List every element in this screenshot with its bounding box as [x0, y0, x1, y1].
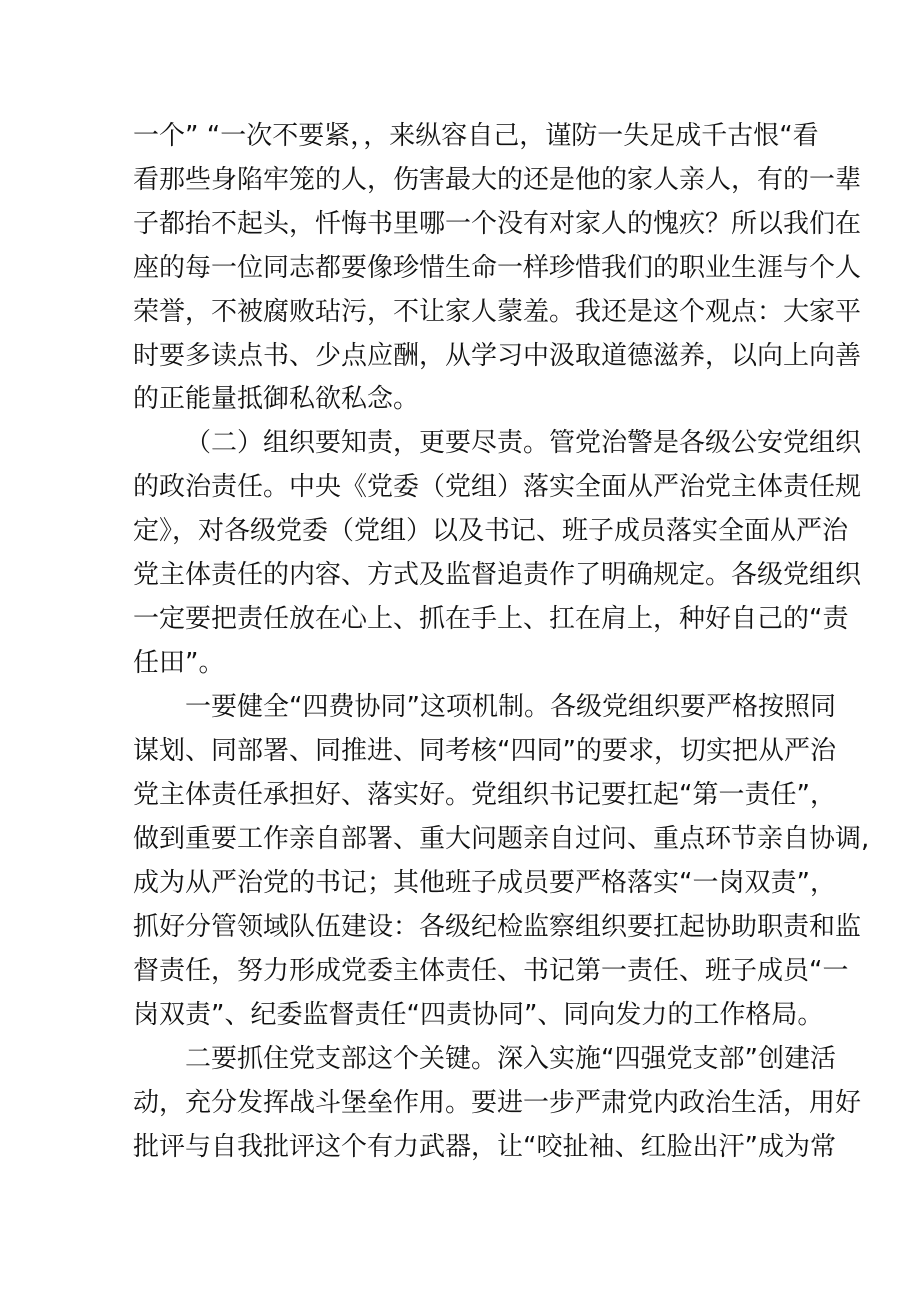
text-line: 做到重要工作亲自部署、重大问题亲自过问、重点环节亲自协调, [133, 824, 870, 854]
text-line: 成为从严治党的书记；其他班子成员要严格落实“一岗双责”， [133, 868, 836, 898]
text-line: 岗双责”、纪委监督责任“四责协同”、同向发力的工作格局。 [133, 1000, 824, 1030]
text-line: 一个” “一次不要紧，，来纵容自己，谨防一失足成千古恨“看 [133, 121, 819, 151]
text-line: 动，充分发挥战斗堡垒作用。要进一步严肃党内政治生活，用好 [133, 1088, 862, 1118]
text-line: 党主体责任承担好、落实好。党组织书记要扛起“第一责任”， [133, 780, 836, 810]
text-line: 党主体责任的内容、方式及监督追责作了明确规定。各级党组织 [133, 560, 862, 590]
text-line: 的正能量抵御私欲私念。 [133, 384, 420, 414]
text-line: 一定要把责任放在心上、抓在手上、扛在肩上，种好自己的“责 [133, 604, 849, 634]
text-line: 抓好分管领域队伍建设：各级纪检监察组织要扛起协助职责和监 [133, 912, 862, 942]
text-line: 的政治责任。中央《党委（党组）落实全面从严治党主体责任规 [133, 472, 862, 502]
text-line: 任田”。 [133, 648, 225, 678]
text-line: 谋划、同部署、同推进、同考核“四同”的要求，切实把从严治 [133, 736, 836, 766]
text-line: 时要多读点书、少点应酬，从学习中汲取道德滋养，以向上向善 [133, 341, 862, 371]
text-line: 二要抓住党支部这个关键。深入实施“四强党支部”创建活 [185, 1044, 836, 1074]
text-line: （二）组织要知责，更要尽责。管党治警是各级公安党组织 [185, 428, 862, 458]
text-line: 子都抬不起头，忏悔书里哪一个没有对家人的愧疚？所以我们在 [133, 209, 862, 239]
text-line: 荣誉，不被腐败玷污，不让家人蒙羞。我还是这个观点：大家平 [133, 297, 862, 327]
text-line: 看那些身陷牢笼的人，伤害最大的还是他的家人亲人，有的一辈 [133, 165, 862, 195]
text-line: 批评与自我批评这个有力武器，让“咬扯袖、红脸出汗”成为常 [133, 1132, 836, 1162]
text-line: 座的每一位同志都要像珍惜生命一样珍惜我们的职业生涯与个人 [133, 253, 862, 283]
text-line: 定》，对各级党委（党组）以及书记、班子成员落实全面从严治 [133, 516, 849, 546]
text-line: 一要健全“四费协同”这项机制。各级党组织要严格按照同 [185, 692, 836, 722]
text-line: 督责任，努力形成党委主体责任、书记第一责任、班子成员“一 [133, 956, 849, 986]
